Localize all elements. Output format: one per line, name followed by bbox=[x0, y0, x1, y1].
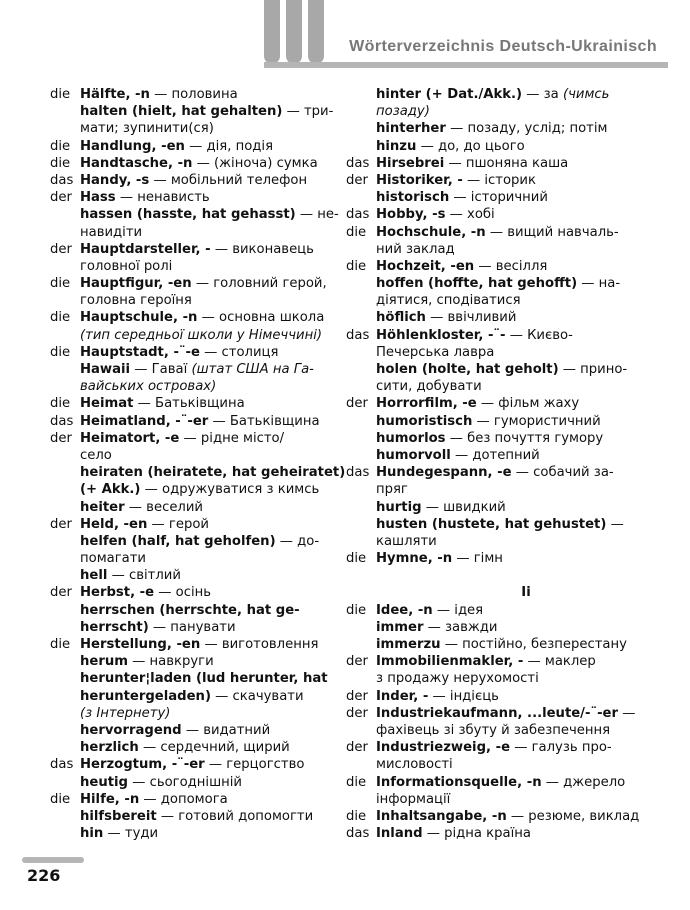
entry-translation: — історик bbox=[462, 172, 536, 188]
entry-continuation: навидіти bbox=[80, 224, 143, 240]
entry-article: der bbox=[346, 654, 368, 670]
entry-translation: — (жіноча) сумка bbox=[192, 155, 318, 171]
header-tab-2 bbox=[286, 0, 302, 64]
entry-article: die bbox=[50, 637, 71, 652]
entry-translation: — рідне місто/ bbox=[179, 430, 285, 446]
entry-translation: — вищий навчаль- bbox=[485, 224, 619, 240]
dictionary-entry bbox=[346, 361, 676, 378]
entry-headword: halten (hielt, hat gehalten) bbox=[80, 104, 283, 120]
entry-translation: — ненависть bbox=[115, 190, 210, 206]
dictionary-entry bbox=[50, 774, 350, 791]
dictionary-entry bbox=[346, 808, 676, 825]
entry-translation: — осінь bbox=[154, 585, 212, 601]
right-column bbox=[346, 86, 676, 842]
entry-article: der bbox=[50, 585, 72, 601]
header-tab-1 bbox=[264, 0, 280, 64]
dictionary-entry bbox=[346, 550, 676, 567]
entry-headword: Hauptdarsteller, - bbox=[80, 241, 211, 257]
entry-translation: — завжди bbox=[423, 619, 498, 635]
entry-translation: — Гаваї (штат США на Га- bbox=[130, 362, 314, 377]
entry-continuation: пряг bbox=[376, 482, 408, 498]
entry-headword: hinterher bbox=[376, 121, 446, 137]
entry-headword: herrscht) bbox=[80, 619, 149, 635]
dictionary-entry bbox=[346, 413, 676, 430]
dictionary-entry bbox=[346, 447, 676, 464]
entry-headword: herunter¦laden (lud herunter, hat bbox=[80, 671, 328, 687]
entry-translation: — ввічливий bbox=[425, 310, 517, 326]
entry-headword: Hauptfigur, -en bbox=[80, 276, 192, 292]
entry-translation: — мобільний телефон bbox=[149, 172, 308, 188]
entry-translation: — постійно, безперестану bbox=[440, 637, 627, 652]
entry-translation: — Києво- bbox=[505, 327, 573, 343]
entry-translation: — світлий bbox=[107, 568, 181, 584]
entry-headword: Herbst, -e bbox=[80, 585, 155, 601]
entry-translation: — індієць bbox=[428, 688, 499, 704]
entry-headword: Herzogtum, -¨-er bbox=[80, 757, 205, 773]
entry-translation: — bbox=[618, 705, 636, 721]
entry-headword: humoristisch bbox=[376, 413, 473, 429]
entry-translation: — сердечний, щирий bbox=[138, 740, 290, 756]
entry-translation: — веселий bbox=[124, 499, 204, 515]
entry-headword: Hochschule, -n bbox=[376, 224, 486, 240]
entry-headword: Inhaltsangabe, -n bbox=[376, 808, 507, 824]
entry-headword: Höhlenkloster, -¨- bbox=[376, 327, 506, 343]
entry-translation: — рідна країна bbox=[422, 826, 531, 842]
page-header-title: Wörterverzeichnis Deutsch-Ukrainisch bbox=[349, 38, 657, 55]
dictionary-entry bbox=[50, 584, 350, 601]
entry-translation: — допомога bbox=[139, 791, 228, 807]
entry-article: die bbox=[50, 396, 71, 412]
dictionary-entry bbox=[50, 206, 350, 223]
entry-article: der bbox=[346, 396, 368, 412]
dictionary-entry bbox=[50, 499, 350, 516]
entry-headword: Hirsebrei bbox=[376, 155, 445, 171]
dictionary-entry bbox=[50, 241, 350, 258]
dictionary-entry bbox=[346, 739, 676, 756]
entry-translation: — Батьківщина bbox=[133, 396, 245, 412]
entry-headword: Historiker, - bbox=[376, 172, 463, 188]
entry-translation: — маклер bbox=[523, 654, 596, 670]
dictionary-entry bbox=[346, 309, 676, 326]
entry-continuation: село bbox=[80, 447, 112, 463]
entry-translation: — сьогоднішній bbox=[128, 774, 242, 790]
dictionary-entry bbox=[50, 155, 350, 172]
entry-translation: — видатний bbox=[181, 722, 271, 738]
entry-article: der bbox=[50, 430, 72, 446]
entry-translation: — головний герой, bbox=[191, 276, 327, 292]
dictionary-entry bbox=[50, 791, 350, 808]
italic-note: (штат США на Га- bbox=[191, 362, 314, 377]
dictionary-entry bbox=[346, 120, 676, 137]
entry-headword: Inder, - bbox=[376, 688, 429, 704]
dictionary-entry bbox=[50, 361, 350, 378]
entry-continuation: кашляти bbox=[376, 533, 437, 549]
entry-headword: Handtasche, -n bbox=[80, 155, 193, 171]
entry-continuation: мисловості bbox=[376, 757, 453, 773]
footer-bar bbox=[22, 857, 84, 863]
entry-continuation: інформації bbox=[376, 791, 451, 807]
entry-headword: (+ Akk.) bbox=[80, 482, 141, 498]
entry-translation: — готовий допомогти bbox=[156, 808, 314, 824]
dictionary-entry bbox=[50, 189, 350, 206]
dictionary-entry bbox=[50, 86, 350, 103]
entry-article: die bbox=[50, 276, 71, 292]
entry-continuation: сити, добувати bbox=[376, 379, 482, 395]
dictionary-entry bbox=[346, 155, 676, 172]
dictionary-entry bbox=[50, 103, 350, 120]
entry-translation: — столиця bbox=[199, 344, 279, 360]
entry-headword: Industriezweig, -e bbox=[376, 740, 511, 756]
entry-translation: — дотепний bbox=[450, 447, 540, 463]
entry-translation: — ідея bbox=[432, 602, 484, 618]
entry-continuation: діятися, сподіватися bbox=[376, 293, 521, 309]
dictionary-entry bbox=[50, 309, 350, 326]
dictionary-entry bbox=[50, 464, 350, 481]
entry-translation: — туди bbox=[103, 826, 159, 842]
entry-translation: — половина bbox=[149, 87, 238, 102]
header-tabs-decoration bbox=[264, 0, 334, 68]
dictionary-entry bbox=[346, 275, 676, 292]
entry-article: die bbox=[50, 87, 71, 102]
entry-article: die bbox=[346, 258, 367, 274]
entry-translation: — швидкий bbox=[421, 499, 506, 515]
entry-article: die bbox=[346, 602, 367, 618]
entry-translation: — позаду, услід; потім bbox=[445, 121, 608, 137]
dictionary-entry bbox=[346, 499, 676, 516]
entry-article: das bbox=[346, 465, 370, 481]
entry-headword: Industriekaufmann, ...leute/-¨-er bbox=[376, 705, 618, 721]
dictionary-entry bbox=[50, 172, 350, 189]
dictionary-entry bbox=[346, 258, 676, 275]
entry-translation: — три- bbox=[282, 104, 334, 120]
entry-article: der bbox=[346, 705, 368, 721]
entry-article: die bbox=[50, 310, 71, 326]
dictionary-entry bbox=[346, 653, 676, 670]
dictionary-entry bbox=[50, 344, 350, 361]
entry-continuation: мати; зупинити(ся) bbox=[80, 121, 214, 137]
entry-continuation: з продажу нерухомості bbox=[376, 671, 539, 687]
entry-headword: humorlos bbox=[376, 430, 446, 446]
entry-translation: — виготовлення bbox=[200, 637, 319, 652]
entry-headword: Idee, -n bbox=[376, 602, 433, 618]
dictionary-entry bbox=[50, 430, 350, 447]
entry-headword: herum bbox=[80, 654, 128, 670]
entry-headword: hilfsbereit bbox=[80, 808, 157, 824]
entry-translation: — дія, подія bbox=[184, 138, 273, 154]
entry-translation: — хобі bbox=[445, 207, 495, 223]
entry-headword: Hobby, -s bbox=[376, 207, 446, 223]
entry-continuation: помагати bbox=[80, 551, 146, 567]
entry-headword: heruntergeladen) bbox=[80, 688, 211, 704]
entry-translation: — за (чимсь bbox=[522, 87, 610, 102]
header-tab-3 bbox=[308, 0, 324, 64]
entry-headword: heiter bbox=[80, 499, 125, 515]
entry-article: das bbox=[50, 757, 74, 773]
entry-headword: Hass bbox=[80, 190, 116, 206]
entry-headword: Hauptschule, -n bbox=[80, 310, 198, 326]
entry-article: der bbox=[50, 190, 72, 206]
entry-translation: — панувати bbox=[148, 619, 236, 635]
dictionary-entry bbox=[346, 189, 676, 206]
dictionary-entry bbox=[50, 670, 350, 687]
entry-headword: humorvoll bbox=[376, 447, 451, 463]
entry-article: die bbox=[346, 774, 367, 790]
entry-article: die bbox=[50, 344, 71, 360]
entry-translation: — прино- bbox=[558, 362, 628, 377]
entry-continuation: Печерська лавра bbox=[376, 344, 495, 360]
dictionary-entry bbox=[346, 464, 676, 481]
dictionary-entry bbox=[346, 774, 676, 791]
entry-article: das bbox=[346, 327, 370, 343]
entry-headword: herzlich bbox=[80, 740, 139, 756]
dictionary-entry bbox=[346, 602, 676, 619]
dictionary-entry bbox=[346, 395, 676, 412]
entry-translation: — на- bbox=[577, 276, 621, 292]
dictionary-entry bbox=[50, 275, 350, 292]
entry-article: der bbox=[50, 241, 72, 257]
entry-translation: — одружуватися з кимсь bbox=[140, 482, 320, 498]
entry-headword: Hauptstadt, -¨-e bbox=[80, 344, 200, 360]
entry-headword: herrschen (herrschte, hat ge- bbox=[80, 602, 300, 618]
entry-article: die bbox=[346, 808, 367, 824]
entry-translation: — фільм жаху bbox=[476, 396, 580, 412]
entry-translation: — пшоняна каша bbox=[444, 155, 569, 171]
entry-translation: — виконавець bbox=[210, 241, 314, 257]
blank-line bbox=[346, 567, 676, 584]
entry-translation: — скачувати bbox=[210, 688, 304, 704]
dictionary-entry bbox=[346, 705, 676, 722]
entry-headword: Immobilienmakler, - bbox=[376, 654, 524, 670]
entry-headword: Heimatland, -¨-er bbox=[80, 413, 209, 429]
entry-translation: — без почуття гумору bbox=[445, 430, 604, 446]
entry-headword: immerzu bbox=[376, 637, 441, 652]
entry-headword: Heimatort, -e bbox=[80, 430, 180, 446]
entry-continuation: вайських островах) bbox=[80, 379, 217, 395]
entry-headword: holen (holte, hat geholt) bbox=[376, 362, 559, 377]
entry-headword: Hymne, -n bbox=[376, 551, 453, 567]
dictionary-entry bbox=[50, 602, 350, 619]
entry-article: das bbox=[346, 155, 370, 171]
entry-headword: Heimat bbox=[80, 396, 134, 412]
entry-headword: Herstellung, -en bbox=[80, 637, 201, 652]
dictionary-entry bbox=[346, 327, 676, 344]
dictionary-entry bbox=[50, 722, 350, 739]
entry-translation: — герой bbox=[147, 516, 209, 532]
entry-continuation: фахівець зі збуту й забезпечення bbox=[376, 722, 611, 738]
entry-headword: immer bbox=[376, 619, 424, 635]
entry-headword: hin bbox=[80, 826, 104, 842]
dictionary-entry bbox=[346, 636, 676, 653]
entry-headword: Hundegespann, -e bbox=[376, 465, 512, 481]
entry-headword: husten (hustete, hat gehustet) bbox=[376, 516, 607, 532]
entry-translation: — Батьківщина bbox=[208, 413, 320, 429]
dictionary-entry bbox=[50, 413, 350, 430]
header-bar bbox=[264, 62, 668, 68]
dictionary-entry bbox=[50, 688, 350, 705]
entry-translation: — весілля bbox=[474, 258, 548, 274]
entry-translation: — історичний bbox=[449, 190, 548, 206]
entry-continuation: (з Інтернету) bbox=[80, 705, 171, 721]
entry-headword: hinter (+ Dat./Akk.) bbox=[376, 87, 523, 102]
entry-continuation: головної ролі bbox=[80, 258, 173, 274]
entry-headword: helfen (half, hat geholfen) bbox=[80, 533, 276, 549]
entry-translation: — до, до цього bbox=[416, 138, 525, 154]
dictionary-entry bbox=[50, 481, 350, 498]
entry-article: die bbox=[50, 138, 71, 154]
entry-article: die bbox=[346, 224, 367, 240]
entry-translation: — джерело bbox=[541, 774, 626, 790]
entry-article: der bbox=[50, 516, 72, 532]
entry-article: die bbox=[50, 791, 71, 807]
entry-translation: — герцогство bbox=[204, 757, 305, 773]
dictionary-entry bbox=[50, 825, 350, 842]
dictionary-entry bbox=[346, 172, 676, 189]
entry-headword: Inland bbox=[376, 826, 423, 842]
entry-article: der bbox=[346, 740, 368, 756]
dictionary-entry bbox=[50, 619, 350, 636]
entry-article: das bbox=[50, 172, 74, 188]
entry-headword: hinzu bbox=[376, 138, 417, 154]
entry-article: der bbox=[346, 688, 368, 704]
entry-headword: hurtig bbox=[376, 499, 422, 515]
entry-headword: historisch bbox=[376, 190, 450, 206]
entry-translation: — галузь про- bbox=[510, 740, 612, 756]
entry-continuation: ний заклад bbox=[376, 241, 455, 257]
dictionary-entry bbox=[346, 619, 676, 636]
entry-headword: heiraten (heiratete, hat geheiratet) bbox=[80, 465, 346, 481]
dictionary-entry bbox=[346, 224, 676, 241]
entry-headword: Handlung, -en bbox=[80, 138, 185, 154]
entry-article: die bbox=[50, 155, 71, 171]
entry-translation: — не- bbox=[295, 207, 339, 223]
entry-headword: hassen (hasste, hat gehasst) bbox=[80, 207, 296, 223]
page-number: 226 bbox=[27, 866, 61, 885]
dictionary-entry bbox=[50, 567, 350, 584]
entry-translation: — собачий за- bbox=[511, 465, 614, 481]
entry-continuation: позаду) bbox=[376, 104, 430, 120]
dictionary-entry bbox=[50, 653, 350, 670]
entry-article: das bbox=[346, 207, 370, 223]
dictionary-entry bbox=[346, 206, 676, 223]
dictionary-entry bbox=[50, 808, 350, 825]
entry-translation: — bbox=[606, 516, 624, 532]
entry-headword: Held, -en bbox=[80, 516, 148, 532]
entry-translation: — гімн bbox=[452, 551, 503, 567]
entry-headword: hell bbox=[80, 568, 108, 584]
entry-headword: Hilfe, -n bbox=[80, 791, 140, 807]
entry-translation: — резюме, виклад bbox=[506, 808, 640, 824]
entry-translation: — до- bbox=[275, 533, 320, 549]
entry-headword: hoffen (hoffte, hat gehofft) bbox=[376, 276, 578, 292]
dictionary-entry bbox=[346, 688, 676, 705]
dictionary-entry bbox=[50, 533, 350, 550]
entry-translation: — навкруги bbox=[127, 654, 214, 670]
dictionary-entry bbox=[346, 86, 676, 103]
section-letter: Ii bbox=[521, 585, 531, 601]
entry-continuation: головна героїня bbox=[80, 293, 192, 309]
dictionary-entry bbox=[50, 516, 350, 533]
entry-headword: Informationsquelle, -n bbox=[376, 774, 542, 790]
entry-headword: Hawaii bbox=[80, 362, 131, 377]
entry-translation: — гумористичний bbox=[472, 413, 601, 429]
entry-continuation: (тип середньої школи у Німеччині) bbox=[80, 327, 323, 343]
entry-article: der bbox=[346, 172, 368, 188]
entry-translation: — основна школа bbox=[197, 310, 325, 326]
entry-headword: hervorragend bbox=[80, 722, 182, 738]
dictionary-entry bbox=[346, 516, 676, 533]
dictionary-entry bbox=[346, 138, 676, 155]
entry-headword: höflich bbox=[376, 310, 426, 326]
left-column bbox=[50, 86, 350, 842]
entry-article: das bbox=[50, 413, 74, 429]
entry-headword: Horrorfilm, -e bbox=[376, 396, 477, 412]
entry-headword: Handy, -s bbox=[80, 172, 150, 188]
dictionary-entry bbox=[50, 636, 350, 653]
entry-headword: heutig bbox=[80, 774, 128, 790]
dictionary-entry bbox=[346, 825, 676, 842]
entry-headword: Hochzeit, -en bbox=[376, 258, 475, 274]
dictionary-entry bbox=[50, 138, 350, 155]
dictionary-entry bbox=[346, 430, 676, 447]
entry-headword: Hälfte, -n bbox=[80, 87, 150, 102]
dictionary-entry bbox=[50, 739, 350, 756]
dictionary-entry bbox=[50, 395, 350, 412]
entry-article: die bbox=[346, 551, 367, 567]
entry-article: das bbox=[346, 826, 370, 842]
italic-note: (чимсь bbox=[562, 87, 610, 102]
dictionary-entry bbox=[50, 756, 350, 773]
